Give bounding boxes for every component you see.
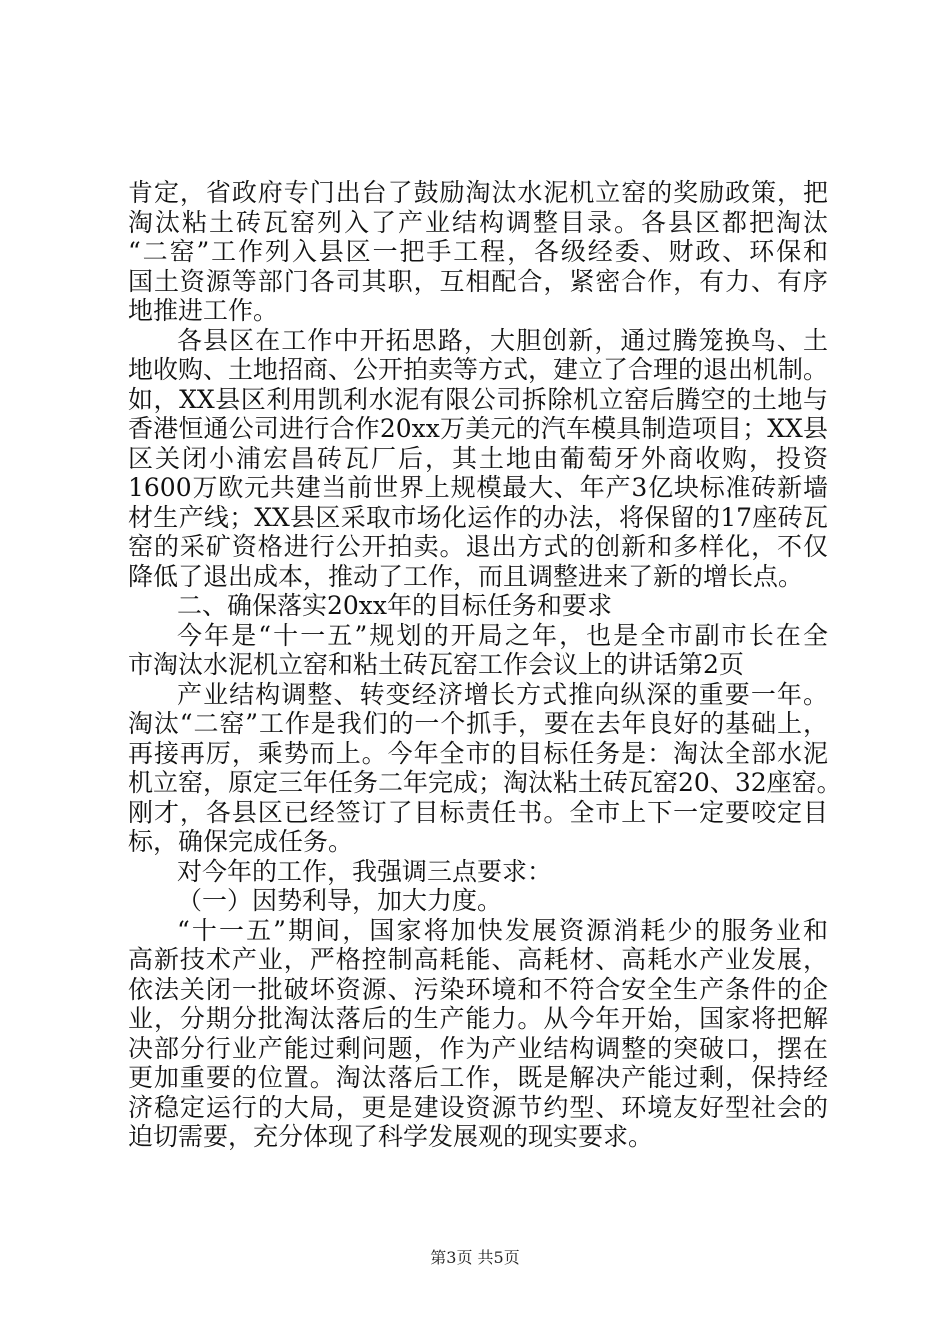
body-text-line: 各县区在工作中开拓思路，大胆创新，通过腾笼换鸟、土: [177, 325, 828, 355]
body-text-line: 更加重要的位置。淘汰落后工作，既是解决产能过剩，保持经: [128, 1063, 828, 1092]
body-text-line: 今年是“十一五”规划的开局之年，也是全市副市长在全: [177, 620, 828, 650]
body-text-line: 区关闭小浦宏昌砖瓦厂后，其土地由葡萄牙外商收购，投资: [128, 443, 828, 473]
page-footer: 第3页 共5页: [430, 1248, 520, 1267]
body-text-line: 肯定，省政府专门出台了鼓励淘汰水泥机立窑的奖励政策，把: [128, 178, 828, 207]
body-text-line: 地收购、土地招商、公开拍卖等方式，建立了合理的退出机制。: [128, 355, 829, 384]
body-text-line: 依法关闭一批破坏资源、污染环境和不符合安全生产条件的企: [128, 974, 828, 1004]
body-text-line: “二窑”工作列入县区一把手工程，各级经委、财政、环保和: [128, 237, 828, 266]
body-text-line: 对今年的工作，我强调三点要求：: [177, 856, 553, 886]
body-text-line: 决部分行业产能过剩问题，作为产业结构调整的突破口，摆在: [128, 1033, 828, 1063]
body-text-line: 淘汰粘土砖瓦窑列入了产业结构调整目录。各县区都把淘汰: [128, 207, 828, 237]
body-text-line: 地推进工作。: [128, 296, 279, 325]
subsection-heading: （一）因势利导，加大力度。: [177, 886, 503, 915]
body-text-line: 降低了退出成本，推动了工作，而且调整进来了新的增长点。: [128, 561, 804, 591]
body-text-line: 标，确保完成任务。: [128, 827, 354, 856]
body-text-line: 机立窑，原定三年任务二年完成；淘汰粘土砖瓦窑20、32座窑。: [128, 768, 842, 797]
body-text-line: 材生产线；XX县区采取市场化运作的办法，将保留的17座砖瓦: [128, 502, 828, 532]
body-text-line: 窑的采矿资格进行公开拍卖。退出方式的创新和多样化，不仅: [128, 532, 828, 561]
body-text-line: 业，分期分批淘汰落后的生产能力。从今年开始，国家将把解: [128, 1004, 828, 1033]
body-text-line: 高新技术产业，严格控制高耗能、高耗材、高耗水产业发展，: [128, 945, 828, 974]
body-text-line: 产业结构调整、转变经济增长方式推向纵深的重要一年。: [177, 679, 828, 709]
body-text-line: 迫切需要，充分体现了科学发展观的现实要求。: [128, 1122, 654, 1151]
body-text-line: 1600万欧元共建当前世界上规模最大、年产3亿块标准砖新墙: [128, 473, 828, 502]
body-text-line: 如，XX县区利用凯利水泥有限公司拆除机立窑后腾空的土地与: [128, 384, 828, 414]
body-text-line: “十一五”期间，国家将加快发展资源消耗少的服务业和: [177, 915, 828, 945]
body-text-line: 济稳定运行的大局，更是建设资源节约型、环境友好型社会的: [128, 1092, 828, 1122]
body-text-line: 市淘汰水泥机立窑和粘土砖瓦窑工作会议上的讲话第2页: [128, 650, 744, 679]
body-text-line: 香港恒通公司进行合作20xx万美元的汽车模具制造项目；XX县: [128, 414, 828, 443]
body-text-line: 淘汰“二窑”工作是我们的一个抓手，要在去年良好的基础上，: [128, 709, 828, 738]
section-heading: 二、确保落实20xx年的目标任务和要求: [177, 591, 613, 620]
body-text-line: 国土资源等部门各司其职，互相配合，紧密合作，有力、有序: [128, 266, 828, 296]
body-text-line: 再接再厉，乘势而上。今年全市的目标任务是：淘汰全部水泥: [128, 738, 828, 768]
body-text-line: 刚才，各县区已经签订了目标责任书。全市上下一定要咬定目: [128, 797, 828, 827]
